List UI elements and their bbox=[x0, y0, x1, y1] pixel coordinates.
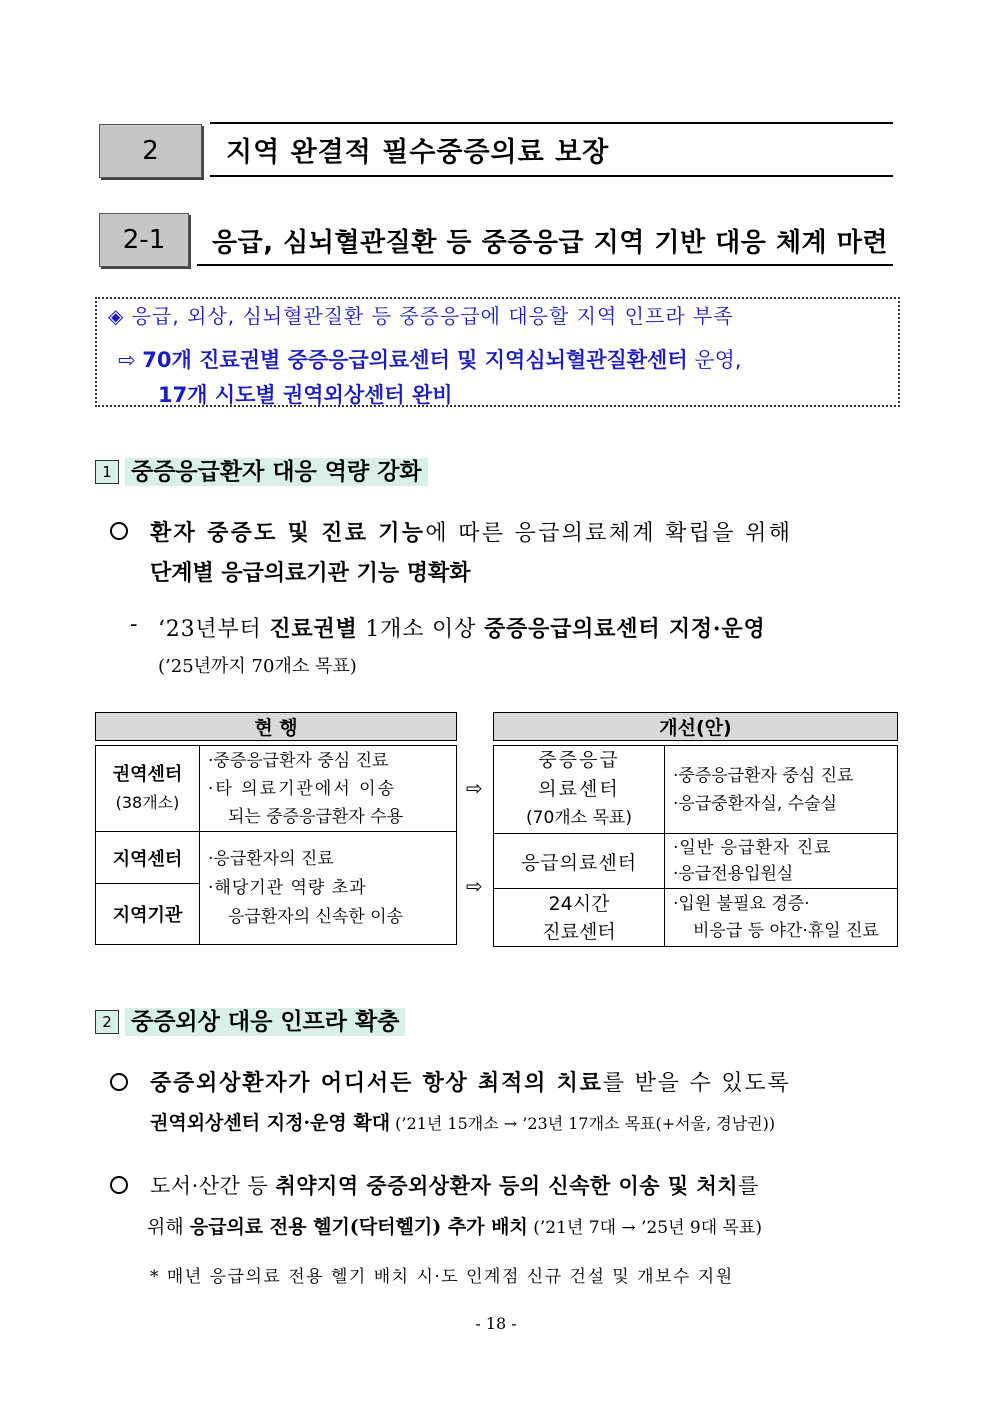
new-row1-desc-cell: ·중증응급환자 중심 진료 ·응급중환자실, 수술실 bbox=[665, 746, 898, 834]
page-number: - 18 - bbox=[475, 1314, 517, 1333]
new-row2-desc-cell: ·일반 응급환자 진료 ·응급전용입원실 bbox=[665, 834, 898, 889]
table-current bbox=[95, 712, 457, 741]
arrow-right-icon: ⇨ bbox=[466, 776, 483, 800]
new-row2-name: 응급의료센터 bbox=[494, 834, 665, 889]
item2-note: * 매년 응급의료 전용 헬기 배치 시·도 인계점 신규 건설 및 개보수 지원 bbox=[150, 1267, 734, 1287]
cur-row1-count: (38개소) bbox=[115, 792, 180, 812]
table-improved-body bbox=[493, 745, 898, 947]
item2-p2-line2: 위해 응급의료 전용 헬기(닥터헬기) 추가 배치 (’21년 7대 → ’25년 9대 목표) bbox=[147, 1216, 763, 1238]
item2-p1-line1: 중증외상환자가 어디서든 항상 최적의 치료를 받을 수 있도록 bbox=[150, 1070, 791, 1096]
cur-row1-name-cell bbox=[96, 746, 200, 832]
cur-row1-desc-cell: ·중증응급환자 중심 진료 ·타 의료기관에서 이송 되는 중증응급환자 수용 bbox=[200, 746, 457, 832]
new-row3-desc-cell: ·입원 불필요 경증· 비응급 등 야간·휴일 진료 bbox=[665, 889, 898, 947]
subsection-title: 응급, 심뇌혈관질환 등 중증응급 지역 기반 대응 체계 마련 bbox=[212, 228, 888, 258]
table-current-body bbox=[95, 745, 457, 945]
section-title: 지역 완결적 필수중증의료 보장 bbox=[226, 137, 610, 168]
item1-sub-line1: ‘23년부터 진료권별 1개소 이상 중증응급의료센터 지정·운영 bbox=[158, 616, 766, 642]
section-rule-bottom bbox=[210, 175, 893, 177]
summary-arrow-icon: ⇨ bbox=[118, 348, 136, 372]
header-current: 현 행 bbox=[96, 713, 457, 741]
sub-dash: - bbox=[130, 612, 138, 637]
subsection-number: 2-1 bbox=[99, 213, 189, 267]
cur-row1-name: 권역센터 bbox=[112, 763, 183, 785]
new-row1-name-cell: 중증응급 의료센터 (70개소 목표) bbox=[494, 746, 665, 834]
item2-heading bbox=[95, 1008, 405, 1036]
bullet-circle-icon bbox=[110, 1176, 128, 1194]
item1-heading bbox=[95, 458, 428, 486]
item1-paragraph-line1: 환자 중증도 및 진료 기능에 따른 응급의료체계 확립을 위해 bbox=[150, 520, 793, 546]
summary-solution-line1: ⇨ 70개 진료권별 중증응급의료센터 및 지역심뇌혈관질환센터 운영, bbox=[118, 348, 742, 372]
summary-solution-line2: 17개 시도별 권역외상센터 완비 bbox=[158, 383, 453, 407]
section-number: 2 bbox=[99, 124, 202, 178]
item1-sub-line2: (’25년까지 70개소 목표) bbox=[158, 656, 357, 677]
arrow-right-icon: ⇨ bbox=[466, 874, 483, 898]
item1-title: 중증응급환자 대응 역량 강화 bbox=[125, 458, 428, 486]
new-row3-name-cell: 24시간 진료센터 bbox=[494, 889, 665, 947]
section-rule-top bbox=[210, 122, 893, 124]
summary-problem: ◈ 응급, 외상, 심뇌혈관질환 등 중증응급에 대응할 지역 인프라 부족 bbox=[108, 304, 734, 328]
table-improved bbox=[493, 712, 898, 741]
cur-row23-desc-cell: ·응급환자의 진료 ·해당기관 역량 초과 응급환자의 신속한 이송 bbox=[200, 832, 457, 945]
item2-title: 중증외상 대응 인프라 확충 bbox=[125, 1008, 405, 1036]
header-improved: 개선(안) bbox=[494, 713, 898, 741]
cur-row2-name: 지역센터 bbox=[96, 832, 200, 884]
item2-number: 2 bbox=[95, 1010, 119, 1034]
item2-p2-line1: 도서·산간 등 취약지역 중증외상환자 등의 신속한 이송 및 처치를 bbox=[150, 1173, 759, 1198]
subsection-rule bbox=[197, 264, 893, 266]
item2-p1-line2: 권역외상센터 지정·운영 확대 (’21년 15개소 → ’23년 17개소 목표(+서울, 경남권)) bbox=[150, 1112, 776, 1134]
bullet-circle-icon bbox=[110, 522, 128, 540]
item1-number: 1 bbox=[95, 460, 119, 484]
cur-row3-name: 지역기관 bbox=[96, 884, 200, 945]
item1-paragraph-line2: 단계별 응급의료기관 기능 명확화 bbox=[150, 560, 471, 586]
bullet-circle-icon bbox=[110, 1073, 128, 1091]
